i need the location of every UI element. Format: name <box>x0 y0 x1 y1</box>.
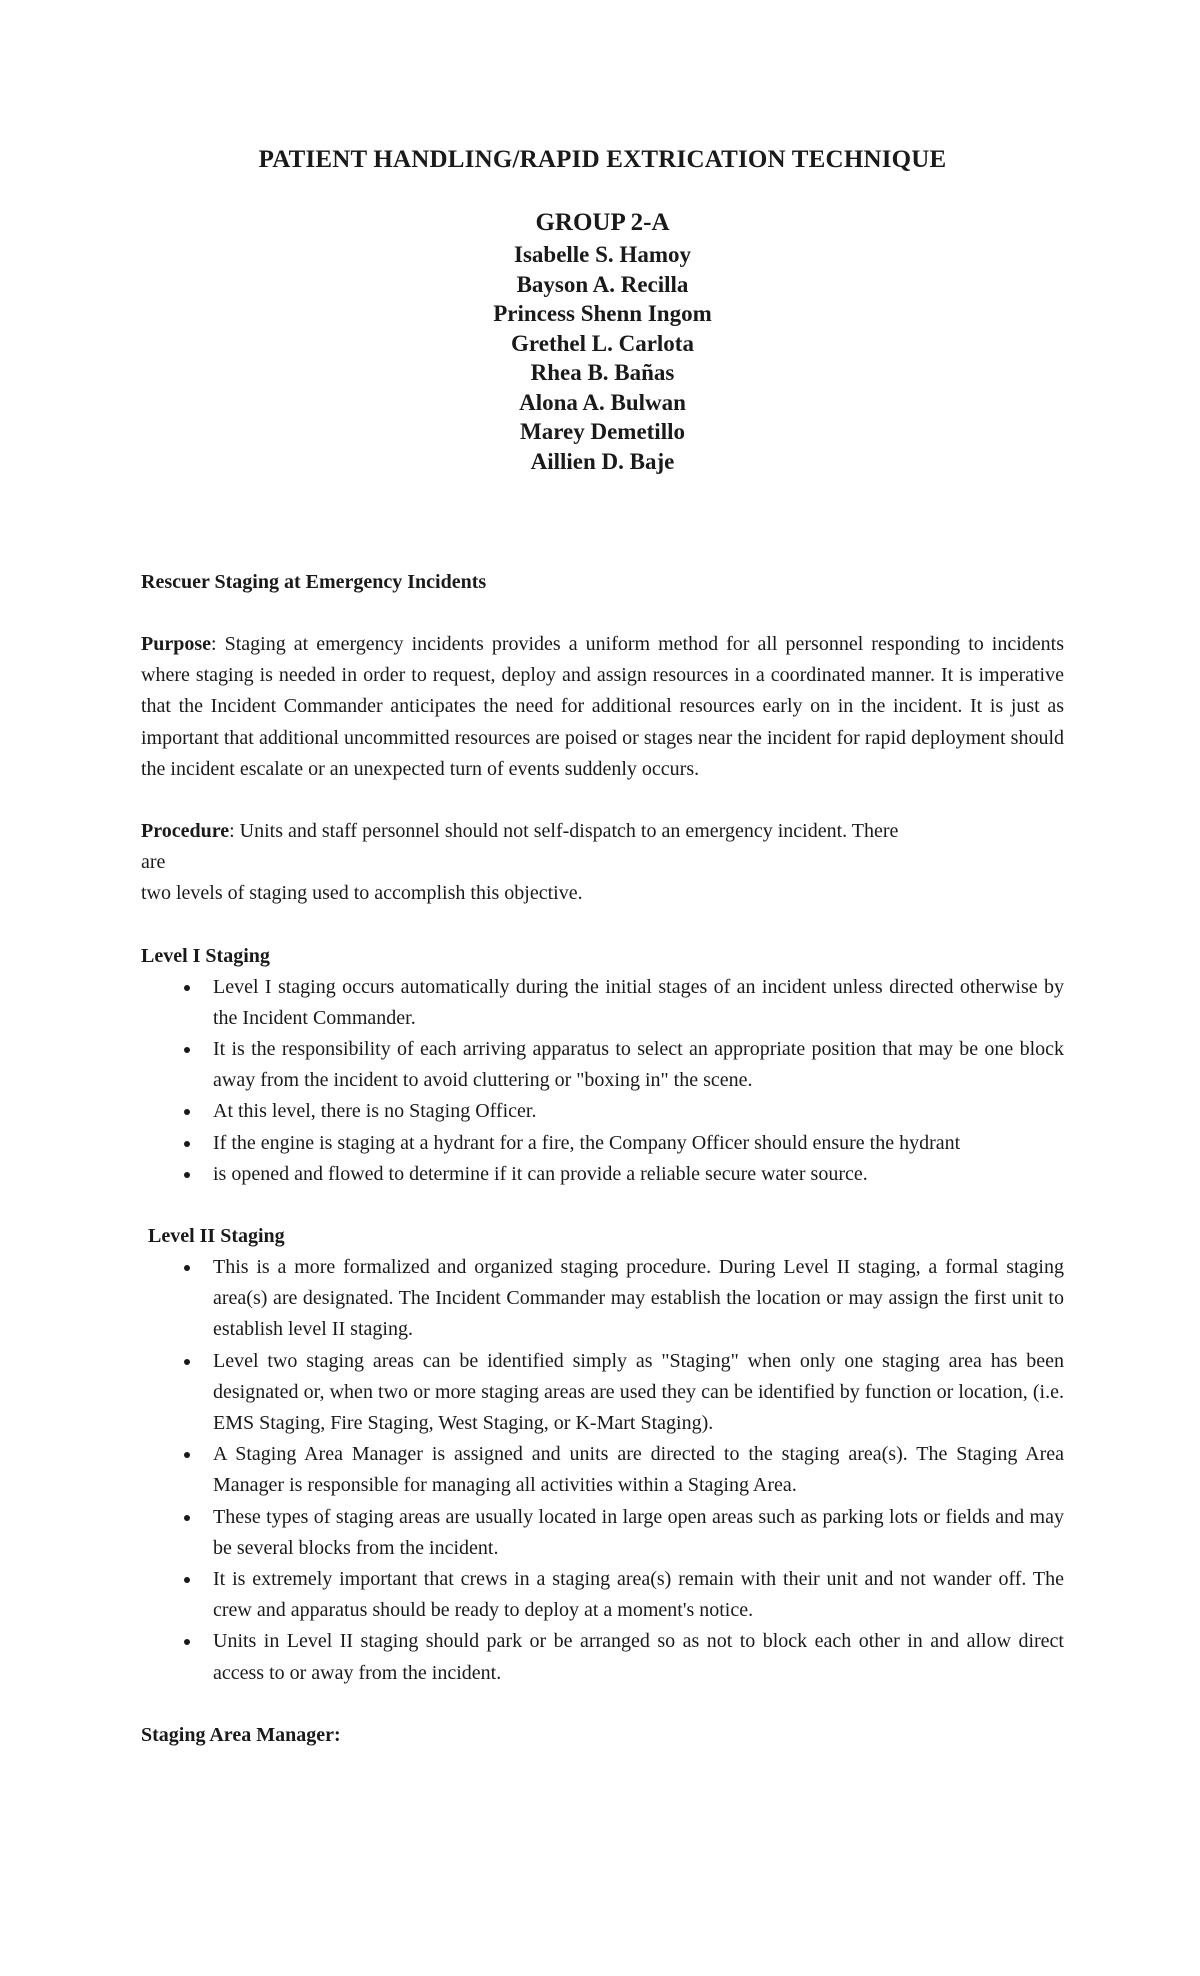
list-item-text: Level two staging areas can be identified simply as "Staging" when only one staging area has been designated or, when two or more staging areas are used they can be identified by function or location, (i.e. EMS Staging, Fire Staging, West Staging, or K-Mart Staging). <box>213 1349 1064 1435</box>
list-item-text: It is the responsibility of each arriving apparatus to select an appropriate position that may be one block away from the incident to avoid cluttering or "boxing in" the scene. <box>213 1038 1064 1092</box>
staging-area-manager-heading: Staging Area Manager: <box>141 1723 341 1746</box>
member-name: Marey Demetillo <box>520 419 685 444</box>
list-item <box>141 1034 1064 1096</box>
member-name: Rhea B. Bañas <box>530 360 675 385</box>
list-item-text: Level I staging occurs automatically during the initial stages of an incident unless directed otherwise by the Incident Commander. <box>213 975 1064 1029</box>
level1-bullet-list <box>141 972 1064 1190</box>
bullet-icon <box>184 985 190 991</box>
bullet-icon <box>184 1515 190 1521</box>
bullet-icon <box>184 1141 190 1147</box>
list-item-text: This is a more formalized and organized staging procedure. During Level II staging, a formal staging area(s) are designated. The Incident Commander may establish the location or may assign the first unit to establish level II staging. <box>213 1256 1064 1341</box>
member-name: Aillien D. Baje <box>530 448 675 474</box>
list-item <box>141 1252 1064 1346</box>
procedure-line <box>141 816 1064 847</box>
list-item <box>141 1128 1064 1159</box>
bullet-icon <box>184 1265 190 1271</box>
procedure-text-line1: : Units and staff personnel should not self-dispatch to an emergency incident. There <box>229 820 899 843</box>
group-heading: GROUP 2-A <box>535 209 670 236</box>
member-name: Isabelle S. Hamoy <box>514 242 691 267</box>
list-item <box>141 972 1064 1034</box>
purpose-text: : Staging at emergency incidents provides a uniform method for all personnel responding to incidents where staging is needed in order to request, deploy and assign resources in a coordinated manner. It is imperative that the Incident Commander anticipates the need for additional resources early on in the incident. It is just as important that additional uncommitted resources are poised or stages near the incident for rapid deployment should the incident escalate or an unexpected turn of events suddenly occurs. <box>141 633 1064 780</box>
level2-heading: Level II Staging <box>148 1225 285 1248</box>
list-item <box>141 1439 1064 1501</box>
section-title: Rescuer Staging at Emergency Incidents <box>141 571 487 593</box>
level1-heading: Level I Staging <box>141 944 270 967</box>
member-name: Grethel L. Carlota <box>511 330 694 356</box>
procedure-label: Procedure <box>141 820 230 843</box>
list-item <box>141 1159 1064 1190</box>
bullet-icon <box>184 1577 190 1583</box>
member-name: Princess Shenn Ingom <box>493 301 712 326</box>
list-item-text: At this level, there is no Staging Officer. <box>213 1100 537 1123</box>
bullet-icon <box>184 1047 190 1053</box>
member-list <box>141 240 1064 476</box>
bullet-icon <box>184 1359 190 1365</box>
list-item <box>141 1564 1064 1626</box>
procedure-paragraph <box>141 816 1064 910</box>
procedure-text-line3: two levels of staging used to accomplish this objective. <box>141 882 583 905</box>
bullet-icon <box>184 1172 190 1178</box>
list-item <box>141 1346 1064 1440</box>
list-item-text: is opened and flowed to determine if it can provide a reliable secure water source. <box>213 1162 868 1185</box>
bullet-icon <box>184 1639 190 1645</box>
list-item-text: It is extremely important that crews in a staging area(s) remain with their unit and not wander off. The crew and apparatus should be ready to deploy at a moment's notice. <box>213 1568 1064 1622</box>
list-item-text: Units in Level II staging should park or be arranged so as not to block each other in and allow direct access to or away from the incident. <box>213 1630 1064 1684</box>
document-title: PATIENT HANDLING/RAPID EXTRICATION TECHNIQUE <box>258 146 947 173</box>
procedure-text-line2: are <box>141 851 166 874</box>
purpose-label: Purpose <box>141 633 211 655</box>
purpose-paragraph <box>141 629 1064 785</box>
list-item-text: A Staging Area Manager is assigned and units are directed to the staging area(s). The Staging Area Manager is responsible for managing all activities within a Staging Area. <box>213 1443 1064 1497</box>
list-item-text: If the engine is staging at a hydrant for a fire, the Company Officer should ensure the hydrant <box>213 1131 961 1154</box>
bullet-icon <box>184 1452 190 1458</box>
list-item <box>141 1096 1064 1127</box>
list-item-text: These types of staging areas are usually located in large open areas such as parking lots or fields and may be several blocks from the incident. <box>213 1505 1064 1559</box>
member-name: Alona A. Bulwan <box>519 389 686 415</box>
list-item <box>141 1502 1064 1564</box>
member-name: Bayson A. Recilla <box>516 271 689 297</box>
level2-bullet-list <box>141 1252 1064 1689</box>
list-item <box>141 1626 1064 1688</box>
bullet-icon <box>184 1109 190 1115</box>
